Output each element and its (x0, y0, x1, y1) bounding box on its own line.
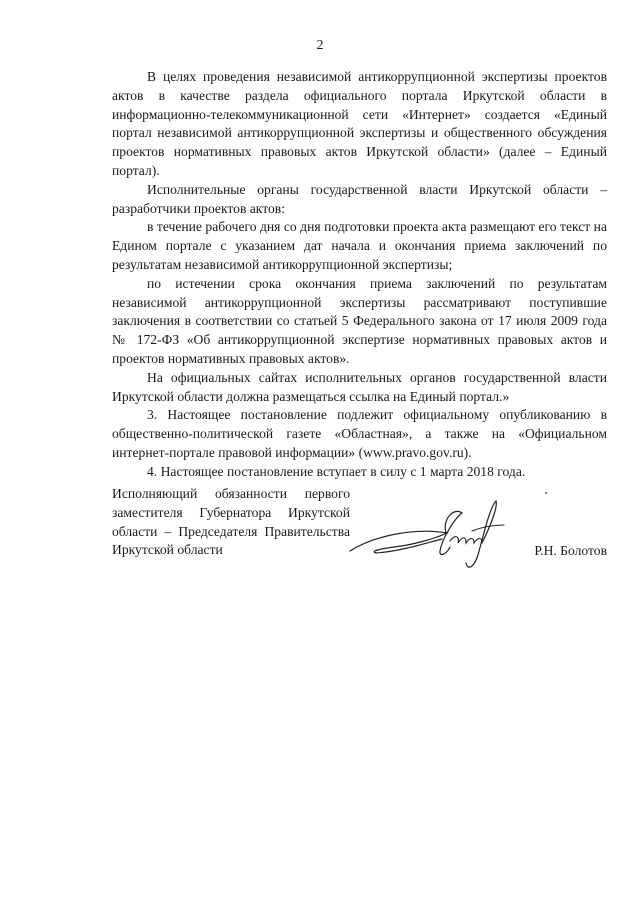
paragraph-posting-drafts: в течение рабочего дня со дня подготовки проекта акта размещают его текст на Едином портале с указанием дат начала и окончания приема заключений по результатам независимой антикоррупционной экспертизы; (112, 219, 607, 272)
signer-name: Р.Н. Болотов (534, 543, 607, 558)
signature-block (112, 485, 607, 575)
handwritten-signature-icon (342, 493, 512, 573)
paragraph-portal-creation: В целях проведения независимой антикоррупционной экспертизы проектов актов в качестве раздела официального портала Иркутской области в информационно-телекоммуникационной сети «Интернет» создается «Единый портал независимой антикоррупционной экспертизы и общественного обсуждения проектов нормативных правовых актов Иркутской области» (далее – Единый портал). (112, 69, 607, 178)
paragraph-executive-bodies: Исполнительные органы государственной власти Иркутской области – разработчики проектов актов: (112, 181, 607, 216)
document-body (112, 68, 607, 482)
paragraph-effective-date: 4. Настоящее постановление вступает в силу с 1 марта 2018 года. (147, 463, 526, 479)
signer-title: Исполняющий обязанности первого заместителя Губернатора Иркутской области – Председателя Правительства Иркутской области (112, 486, 350, 558)
scan-speck (545, 492, 547, 494)
paragraph-reviewing-conclusions: по истечении срока окончания приема заключений по результатам независимой антикоррупционной экспертизы рассматривают поступившие заключения в соответствии со статьей 5 Федерального закона от 17 июля 2009 года № 172-ФЗ «Об антикоррупционной экспертизе нормативных правовых актов и проектов нормативных правовых актов». (112, 275, 607, 366)
paragraph-publication: 3. Настоящее постановление подлежит официальному опубликованию в общественно-политической газете «Областная», а также на «Официальном интернет-портале правовой информации» (www.pravo.gov.ru). (112, 407, 607, 460)
paragraph-official-sites-link: На официальных сайтах исполнительных органов государственной власти Иркутской области должна размещаться ссылка на Единый портал.» (112, 369, 607, 404)
page-number: 2 (316, 38, 324, 53)
